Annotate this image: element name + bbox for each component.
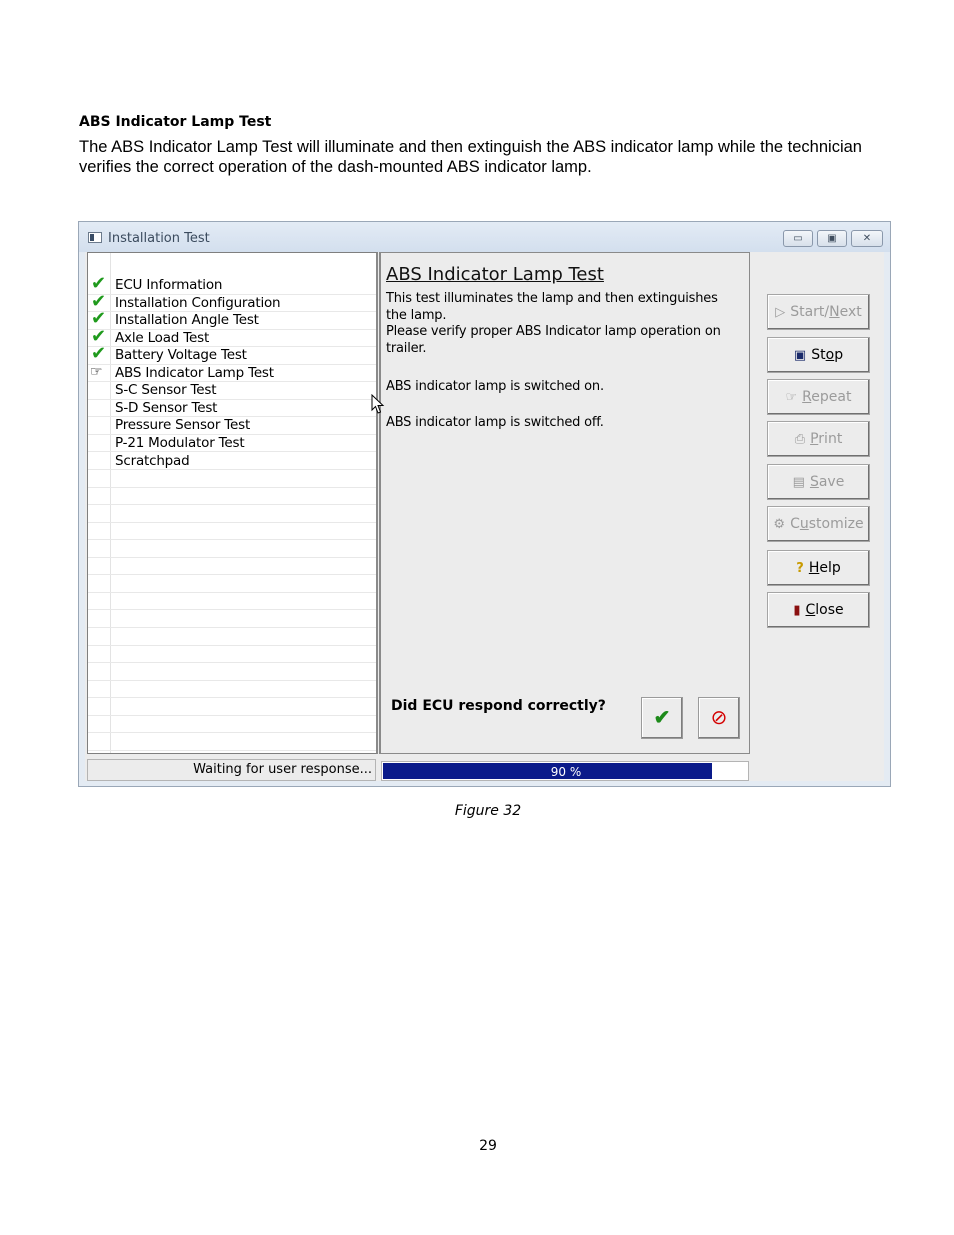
no-button[interactable] bbox=[698, 697, 740, 739]
checkmark-icon: ✔ bbox=[91, 273, 107, 294]
test-list-item-label: Installation Configuration bbox=[115, 294, 281, 311]
button-label-part: ave bbox=[818, 474, 845, 490]
test-list[interactable] bbox=[87, 252, 378, 754]
status-lamp-off: ABS indicator lamp is switched off. bbox=[386, 415, 604, 430]
maximize-button[interactable]: ▣ bbox=[817, 230, 847, 247]
test-list-item-label: ECU Information bbox=[115, 277, 223, 293]
test-list-empty-row bbox=[88, 732, 378, 751]
test-list-item[interactable] bbox=[88, 308, 378, 330]
test-list-item[interactable] bbox=[88, 381, 378, 400]
test-list-item[interactable] bbox=[88, 416, 378, 435]
test-list-empty-row bbox=[88, 627, 378, 646]
test-list-item[interactable] bbox=[88, 290, 378, 313]
test-list-empty-row bbox=[88, 645, 378, 664]
response-question: Did ECU respond correctly? bbox=[391, 698, 606, 714]
test-list-item[interactable] bbox=[88, 325, 378, 348]
app-icon bbox=[88, 232, 102, 243]
exit-door-icon: ▮ bbox=[793, 603, 801, 618]
checkmark-icon: ✔ bbox=[91, 290, 107, 312]
test-list-item-label: Scratchpad bbox=[115, 452, 190, 469]
test-list-item[interactable] bbox=[88, 399, 378, 418]
test-list-empty-row bbox=[88, 680, 378, 699]
section-paragraph: The ABS Indicator Lamp Test will illuminate and then extinguish the ABS indicator lamp while the technician verifies the correct operation of the dash-mounted ABS indicator lamp. bbox=[79, 138, 862, 176]
test-list-empty-row bbox=[88, 557, 378, 576]
button-label-mnemonic: S bbox=[809, 474, 819, 490]
test-list-item-label: ABS Indicator Lamp Test bbox=[115, 364, 274, 381]
title-bar[interactable] bbox=[79, 222, 890, 252]
test-list-empty-row bbox=[88, 609, 378, 628]
progress-label: 90 % bbox=[550, 765, 582, 779]
button-label-part: St bbox=[811, 347, 826, 363]
section-heading: ABS Indicator Lamp Test bbox=[79, 114, 272, 130]
figure-caption: Figure 32 bbox=[454, 803, 522, 819]
customize-button[interactable] bbox=[767, 506, 870, 542]
button-label-part: rint bbox=[818, 431, 843, 447]
close-window-button[interactable]: ✕ bbox=[851, 230, 883, 247]
page-number: 29 bbox=[479, 1138, 497, 1154]
progress-bar bbox=[381, 761, 749, 781]
button-label-part: C bbox=[790, 516, 800, 532]
test-list-item[interactable] bbox=[88, 452, 378, 471]
button-label-part: ext bbox=[839, 304, 862, 320]
status-message-box bbox=[87, 759, 376, 781]
test-content-panel bbox=[379, 252, 750, 754]
button-label-part: stomize bbox=[808, 516, 864, 532]
test-list-item-label: Installation Angle Test bbox=[115, 312, 259, 329]
repeat-button[interactable] bbox=[767, 379, 870, 415]
save-button[interactable] bbox=[767, 464, 870, 500]
test-list-empty-row bbox=[88, 592, 378, 611]
checkmark-icon: ✔ bbox=[653, 707, 671, 729]
test-list-item-label: P-21 Modulator Test bbox=[115, 434, 245, 451]
button-label-part: Start/ bbox=[790, 304, 830, 320]
play-icon: ▷ bbox=[775, 305, 786, 320]
status-message: Waiting for user response... bbox=[193, 762, 372, 777]
stop-button[interactable] bbox=[767, 337, 870, 373]
test-list-empty-row bbox=[88, 504, 378, 523]
button-label-part: p bbox=[834, 347, 844, 363]
test-list-item-label: Battery Voltage Test bbox=[115, 347, 247, 364]
close-button[interactable] bbox=[767, 592, 870, 628]
help-button[interactable] bbox=[767, 550, 870, 586]
checkmark-icon: ✔ bbox=[91, 308, 107, 330]
client-area bbox=[85, 252, 884, 781]
pointing-hand-icon: ☞ bbox=[90, 363, 103, 380]
test-list-item[interactable] bbox=[88, 434, 378, 453]
prohibited-icon: ⊘ bbox=[710, 707, 728, 729]
button-label-mnemonic: C bbox=[805, 602, 816, 618]
test-list-empty-row bbox=[88, 750, 378, 754]
customize-icon: ⚙ bbox=[773, 517, 786, 532]
test-list-item-label: Pressure Sensor Test bbox=[115, 417, 251, 434]
checkmark-icon: ✔ bbox=[91, 343, 107, 365]
button-label-mnemonic: H bbox=[808, 560, 820, 576]
window-title: Installation Test bbox=[108, 231, 210, 246]
button-label-part: epeat bbox=[811, 389, 852, 405]
test-list-empty-row bbox=[88, 522, 378, 541]
test-title: ABS Indicator Lamp Test bbox=[386, 264, 604, 285]
button-label-mnemonic: u bbox=[799, 516, 809, 532]
question-icon: ? bbox=[796, 561, 804, 576]
test-list-empty-row bbox=[88, 697, 378, 716]
test-description: This test illuminates the lamp and then extinguishes the lamp. Please verify proper ABS Indicator lamp operation on trailer. bbox=[386, 291, 721, 356]
start-next-button[interactable] bbox=[767, 294, 870, 330]
button-label-part: lose bbox=[815, 602, 844, 618]
repeat-icon: ☞ bbox=[785, 390, 798, 405]
test-list-item-label: S-D Sensor Test bbox=[115, 399, 218, 416]
test-list-empty-row bbox=[88, 574, 378, 593]
test-list-item-label: Axle Load Test bbox=[115, 329, 210, 346]
yes-button[interactable] bbox=[641, 697, 683, 739]
test-list-item[interactable] bbox=[88, 273, 378, 295]
stop-icon: ▣ bbox=[793, 348, 807, 363]
checkmark-icon: ✔ bbox=[91, 325, 107, 347]
mouse-pointer-icon bbox=[371, 394, 385, 416]
button-label-mnemonic: N bbox=[829, 304, 840, 320]
test-list-item[interactable] bbox=[88, 343, 378, 365]
button-label-mnemonic: o bbox=[825, 347, 835, 363]
test-list-empty-row bbox=[88, 487, 378, 506]
button-label-part: elp bbox=[819, 560, 841, 576]
test-list-empty-row bbox=[88, 715, 378, 734]
button-label-mnemonic: R bbox=[802, 389, 812, 405]
installation-test-window bbox=[78, 221, 891, 787]
test-list-item[interactable] bbox=[88, 364, 378, 383]
test-list-empty-row bbox=[88, 539, 378, 558]
button-label-mnemonic: P bbox=[810, 431, 819, 447]
test-list-item-label: S-C Sensor Test bbox=[115, 382, 217, 399]
printer-icon: ⎙ bbox=[794, 432, 806, 447]
minimize-button[interactable]: ▭ bbox=[783, 230, 813, 247]
test-list-empty-row bbox=[88, 662, 378, 681]
test-list-empty-row bbox=[88, 469, 378, 488]
status-lamp-on: ABS indicator lamp is switched on. bbox=[386, 379, 604, 394]
floppy-disk-icon: ▤ bbox=[792, 475, 805, 490]
print-button[interactable] bbox=[767, 421, 870, 457]
